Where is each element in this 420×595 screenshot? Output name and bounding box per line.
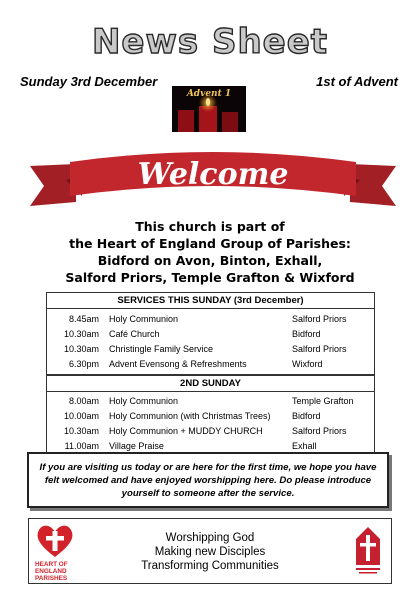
intro-line: Salford Priors, Temple Grafton & Wixford <box>65 270 355 285</box>
welcome-banner <box>30 140 396 216</box>
logo-text-line: ENGLAND <box>35 568 67 575</box>
service-name: Holy Communion <box>109 314 179 324</box>
service-time: 8.45am <box>68 314 99 324</box>
intro-line: This church is part of <box>135 219 285 234</box>
intro-line: Bidford on Avon, Binton, Exhall, <box>97 253 323 268</box>
visitor-welcome-box <box>27 452 389 508</box>
service-time: 11.00am <box>64 441 99 451</box>
table-row <box>47 409 374 424</box>
motto-line: Worshipping God <box>165 532 255 544</box>
service-place: Exhall <box>292 441 317 451</box>
service-name: Advent Evensong & Refreshments <box>109 359 247 369</box>
service-place: Bidford <box>292 329 321 339</box>
service-time: 10.30am <box>63 329 99 339</box>
diocese-mitre-icon <box>353 525 383 577</box>
mission-motto <box>29 531 391 573</box>
service-place: Salford Priors <box>292 344 347 354</box>
second-sunday-table <box>46 375 375 457</box>
motto-line: Transforming Communities <box>141 560 279 572</box>
intro-line: the Heart of England Group of Parishes: <box>69 236 351 251</box>
table-row <box>47 312 374 327</box>
service-time: 10.30am <box>63 426 99 436</box>
service-time: 6.30pm <box>68 359 99 369</box>
page-title: News Sheet <box>91 22 329 62</box>
service-name: Holy Communion <box>109 396 179 406</box>
parish-intro <box>0 218 420 286</box>
table-heading: SERVICES THIS SUNDAY (3rd December) <box>47 293 374 309</box>
table-row <box>47 342 374 357</box>
service-place: Wixford <box>292 359 323 369</box>
service-name: Holy Communion (with Christmas Trees) <box>109 411 271 421</box>
logo-text-line: PARISHES <box>35 575 68 582</box>
service-name: Village Praise <box>109 441 164 451</box>
service-date: Sunday 3rd December <box>20 74 158 89</box>
logo-text-line: HEART OF <box>35 561 68 568</box>
table-row <box>47 327 374 342</box>
visitor-message: If you are visiting us today or are here for the first time, we hope you have felt welcomed and have enjoyed worshipping here. Do please introduce yourself to someone after the service. <box>39 461 377 499</box>
service-time: 8.00am <box>68 396 99 406</box>
service-time: 10.30am <box>63 344 99 354</box>
service-name: Christingle Family Service <box>109 344 214 354</box>
image-caption: Advent 1 <box>186 89 232 99</box>
service-name: Holy Communion + MUDDY CHURCH <box>109 426 263 436</box>
service-place: Temple Grafton <box>292 396 354 406</box>
services-this-sunday-table <box>46 292 375 375</box>
liturgical-season: 1st of Advent <box>316 74 398 89</box>
table-row <box>47 357 374 372</box>
table-row <box>47 394 374 409</box>
service-place: Salford Priors <box>292 426 347 436</box>
table-heading: 2ND SUNDAY <box>47 376 374 392</box>
footer-box <box>28 518 392 584</box>
table-row <box>47 424 374 439</box>
banner-text: Welcome <box>137 157 289 192</box>
motto-line: Making new Disciples <box>154 546 266 558</box>
advent-candles-image <box>172 86 246 132</box>
service-place: Bidford <box>292 411 321 421</box>
service-time: 10.00am <box>63 411 99 421</box>
service-name: Café Church <box>109 329 160 339</box>
service-place: Salford Priors <box>292 314 347 324</box>
